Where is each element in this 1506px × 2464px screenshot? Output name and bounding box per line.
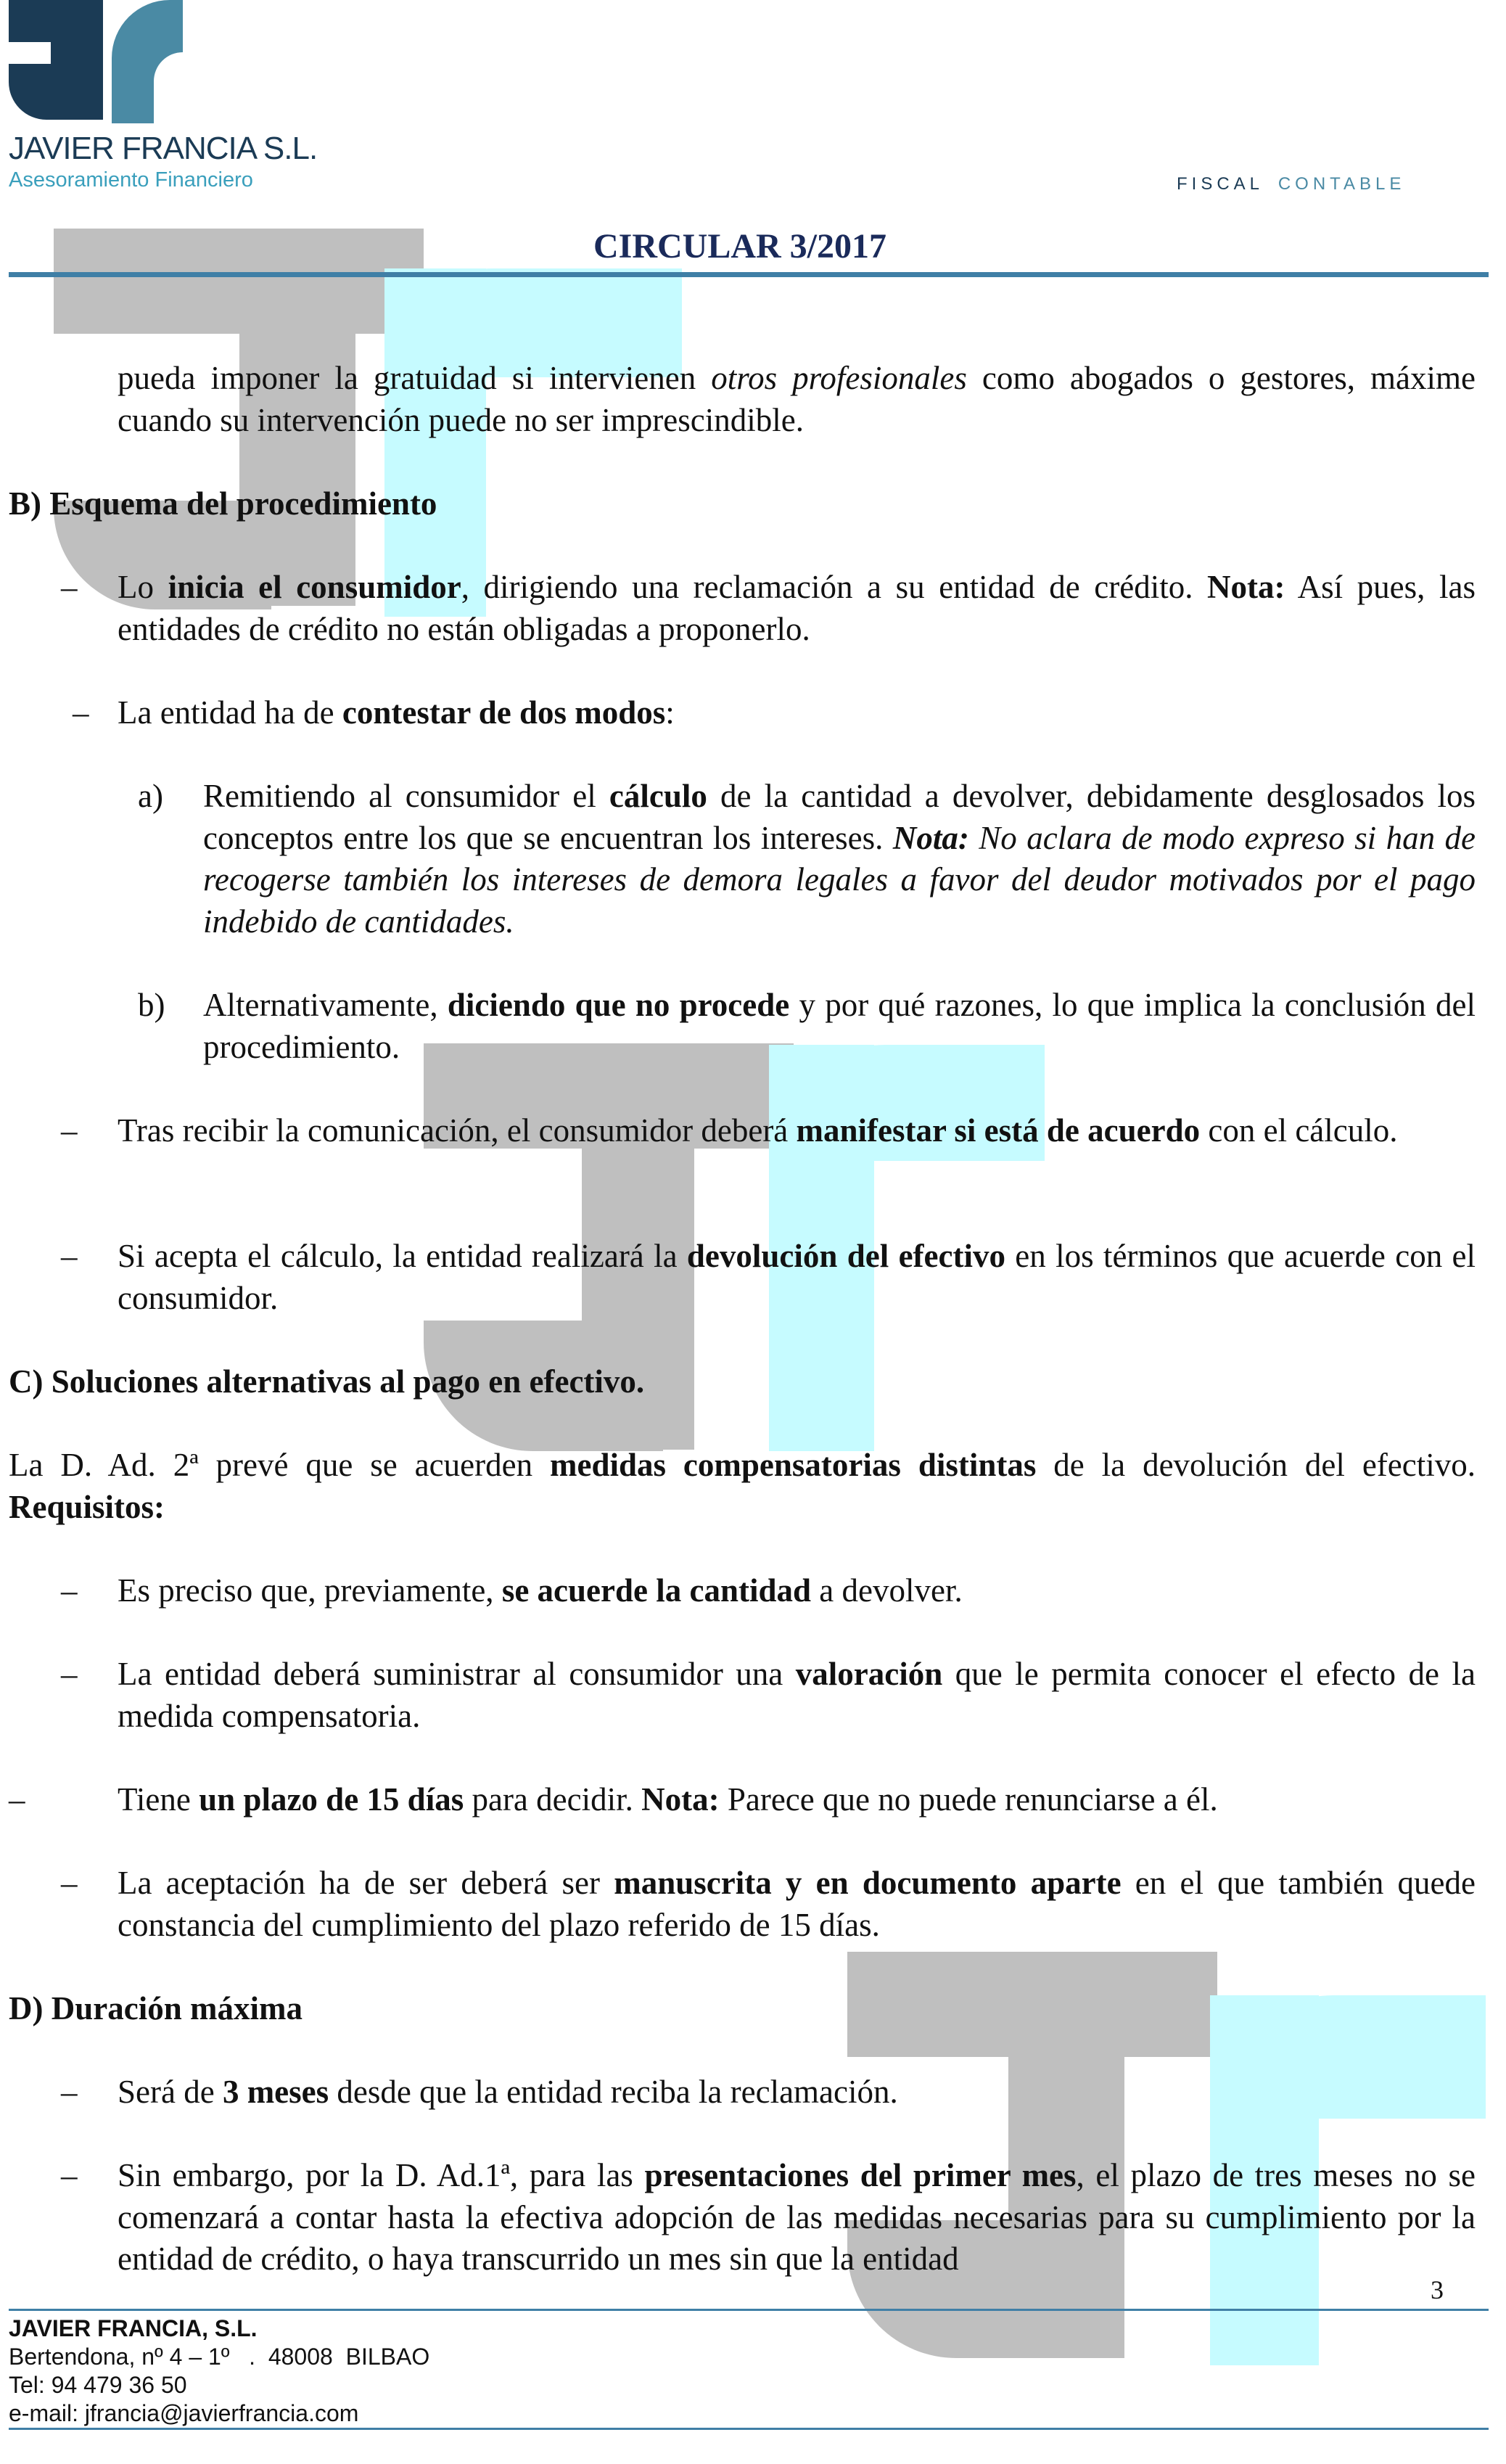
dash-bullet: – [61,2157,78,2193]
dash-bullet: – [73,694,89,731]
sub-item-label-b: b) [138,987,165,1023]
dash-bullet: – [61,1112,78,1149]
footer-email[interactable]: e-mail: jfrancia@javierfrancia.com [9,2400,359,2426]
header-rule [9,272,1489,277]
dash-bullet: – [61,2074,78,2110]
list-item-amount: Es preciso que, previamente, se acuerde la cantidad a devolver. [118,1572,963,1609]
list-item-three-months: Será de 3 meses desde que la entidad reciba la reclamación. [118,2074,898,2110]
list-item-valuation: La entidad deberá suministrar al consumidor una valoración que le permita conocer el efecto de la medida compensatoria. [118,1656,1476,1734]
dash-bullet: – [61,1656,78,1692]
sub-item-a: Remitiendo al consumidor el cálculo de la cantidad a devolver, debidamente desglosados los conceptos entre los que se encuentran los intereses. Nota: No aclara de modo expreso si han de recogerse también los intereses de demora legales a favor del deudor motivados por el pago indebido de cantidades. [203,778,1476,940]
sub-item-label-a: a) [138,778,163,814]
footer-rule-top [9,2309,1489,2311]
heading-alternatives: C) Soluciones alternativas al pago en efectivo. [9,1363,645,1400]
footer-phone: Tel: 94 479 36 50 [9,2372,187,2398]
dash-bullet: – [61,1572,78,1609]
footer-company: JAVIER FRANCIA, S.L. [9,2315,258,2341]
paragraph-requirements: La D. Ad. 2ª prevé que se acuerden medidas compensatorias distintas de la devolución del efectivo. Requisitos: [9,1447,1476,1525]
dash-bullet: – [61,569,78,605]
list-item-acceptance: La aceptación ha de ser deberá ser manuscrita y en documento aparte en el que también quede constancia del cumplimiento del plazo referido de 15 días. [118,1865,1476,1943]
logo-tagline: Asesoramiento Financiero [9,168,253,192]
list-item-initiation: Lo inicia el consumidor, dirigiendo una reclamación a su entidad de crédito. Nota: Así pues, las entidades de crédito no están obligadas a proponerlo. [118,569,1476,647]
sub-item-b: Alternativamente, diciendo que no procede y por qué razones, lo que implica la conclusión del procedimiento. [203,987,1476,1065]
list-item-agreement: Tras recibir la comunicación, el consumidor deberá manifestar si está de acuerdo con el cálculo. [118,1112,1398,1149]
header-tag [1177,174,1405,194]
page-number: 3 [1431,2275,1444,2304]
tag-fiscal: FISCAL [1177,174,1264,194]
list-item-deadline: Tiene un plazo de 15 días para decidir. Nota: Parece que no puede renunciarse a él. [118,1781,1218,1818]
list-item-refund: Si acepta el cálculo, la entidad realizará la devolución del efectivo en los términos que acuerde con el consumidor. [118,1238,1476,1316]
company-logo [9,0,318,196]
footer [9,2315,429,2428]
tag-contable: CONTABLE [1277,174,1406,194]
dash-bullet: – [61,1238,78,1274]
footer-address: Bertendona, nº 4 – 1º . 48008 BILBAO [9,2344,430,2370]
heading-procedure: B) Esquema del procedimiento [9,485,437,522]
circular-title: CIRCULAR 3/2017 [593,227,887,266]
dash-bullet: – [9,1781,25,1818]
footer-rule-bottom [9,2428,1489,2430]
logo-company-name: JAVIER FRANCIA S.L. [9,131,318,166]
dash-bullet: – [61,1865,78,1901]
heading-duration: D) Duración máxima [9,1990,303,2026]
list-item-first-month: Sin embargo, por la D. Ad.1ª, para las presentaciones del primer mes, el plazo de tres meses no se comenzará a contar hasta la efectiva adopción de las medidas necesarias para su cumplimiento por la entidad de crédito, o haya transcurrido un mes sin que la entidad [118,2157,1476,2277]
logo-mark-icon [9,0,183,123]
list-item-response-modes: La entidad ha de contestar de dos modos: [118,694,675,731]
paragraph-intro: pueda imponer la gratuidad si intervienen otros profesionales como abogados o gestores, máxime cuando su intervención puede no ser imprescindible. [118,360,1476,438]
